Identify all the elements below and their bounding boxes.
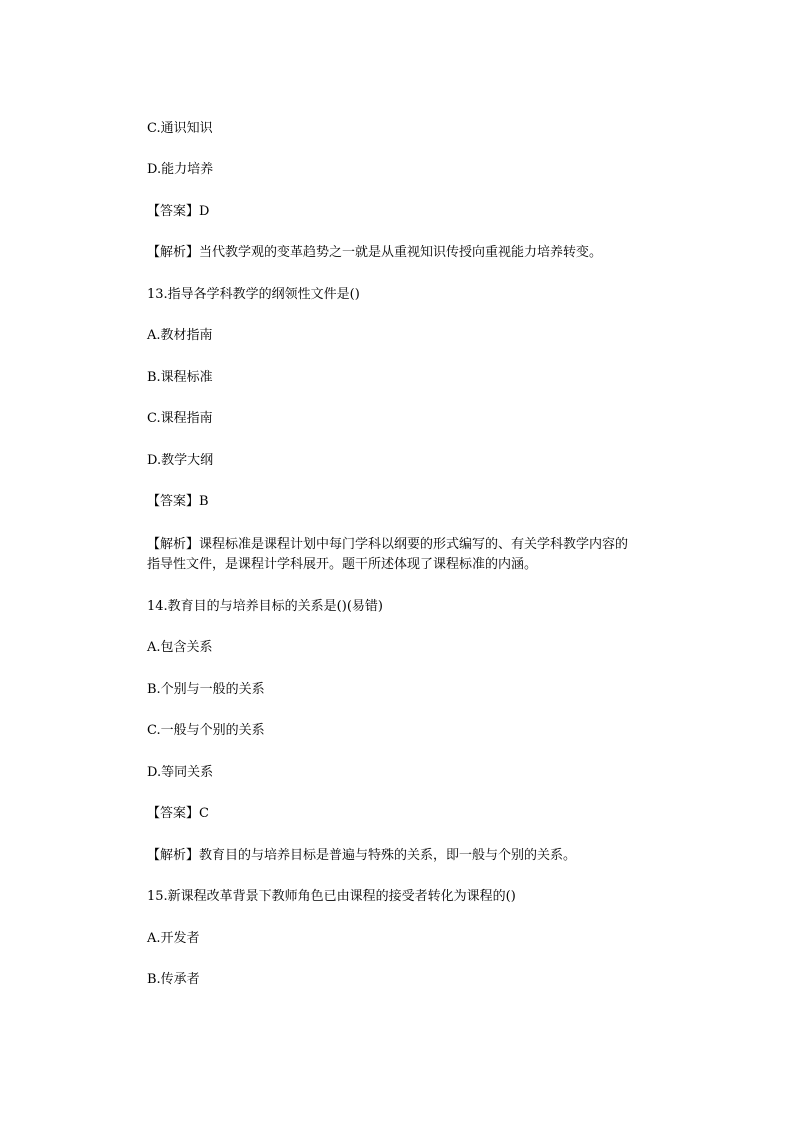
explanation-13-line-2: 指导性文件，是课程计学科展开。题干所述体现了课程标准的内涵。 (147, 557, 538, 572)
question-14-option-c: C.一般与个别的关系 (147, 723, 265, 738)
question-13-option-d: D.教学大纲 (147, 453, 214, 468)
question-13: 13.指导各学科教学的纲领性文件是() (147, 287, 360, 302)
option-d-prev: D.能力培养 (147, 162, 214, 177)
question-13-option-b: B.课程标准 (147, 370, 213, 385)
explanation-13-line-1: 【解析】课程标准是课程计划中每门学科以纲要的形式编写的、有关学科教学内容的 (147, 537, 629, 552)
question-14-option-b: B.个别与一般的关系 (147, 682, 265, 697)
question-14: 14.教育目的与培养目标的关系是()(易错) (147, 599, 383, 614)
answer-12: 【答案】D (147, 204, 210, 219)
question-14-option-d: D.等同关系 (147, 765, 214, 780)
explanation-14: 【解析】教育目的与培养目标是普遍与特殊的关系，即一般与个别的关系。 (147, 848, 577, 863)
answer-14: 【答案】C (147, 806, 209, 821)
question-15-option-a: A.开发者 (147, 931, 200, 946)
question-13-option-c: C.课程指南 (147, 411, 213, 426)
question-15: 15.新课程改革背景下教师角色已由课程的接受者转化为课程的() (147, 889, 516, 904)
question-15-option-b: B.传承者 (147, 972, 200, 987)
option-c-prev: C.通识知识 (147, 121, 213, 136)
question-14-option-a: A.包含关系 (147, 640, 213, 655)
answer-13: 【答案】B (147, 494, 209, 509)
explanation-12: 【解析】当代教学观的变革趋势之一就是从重视知识传授向重视能力培养转变。 (147, 245, 603, 260)
question-13-option-a: A.教材指南 (147, 328, 213, 343)
